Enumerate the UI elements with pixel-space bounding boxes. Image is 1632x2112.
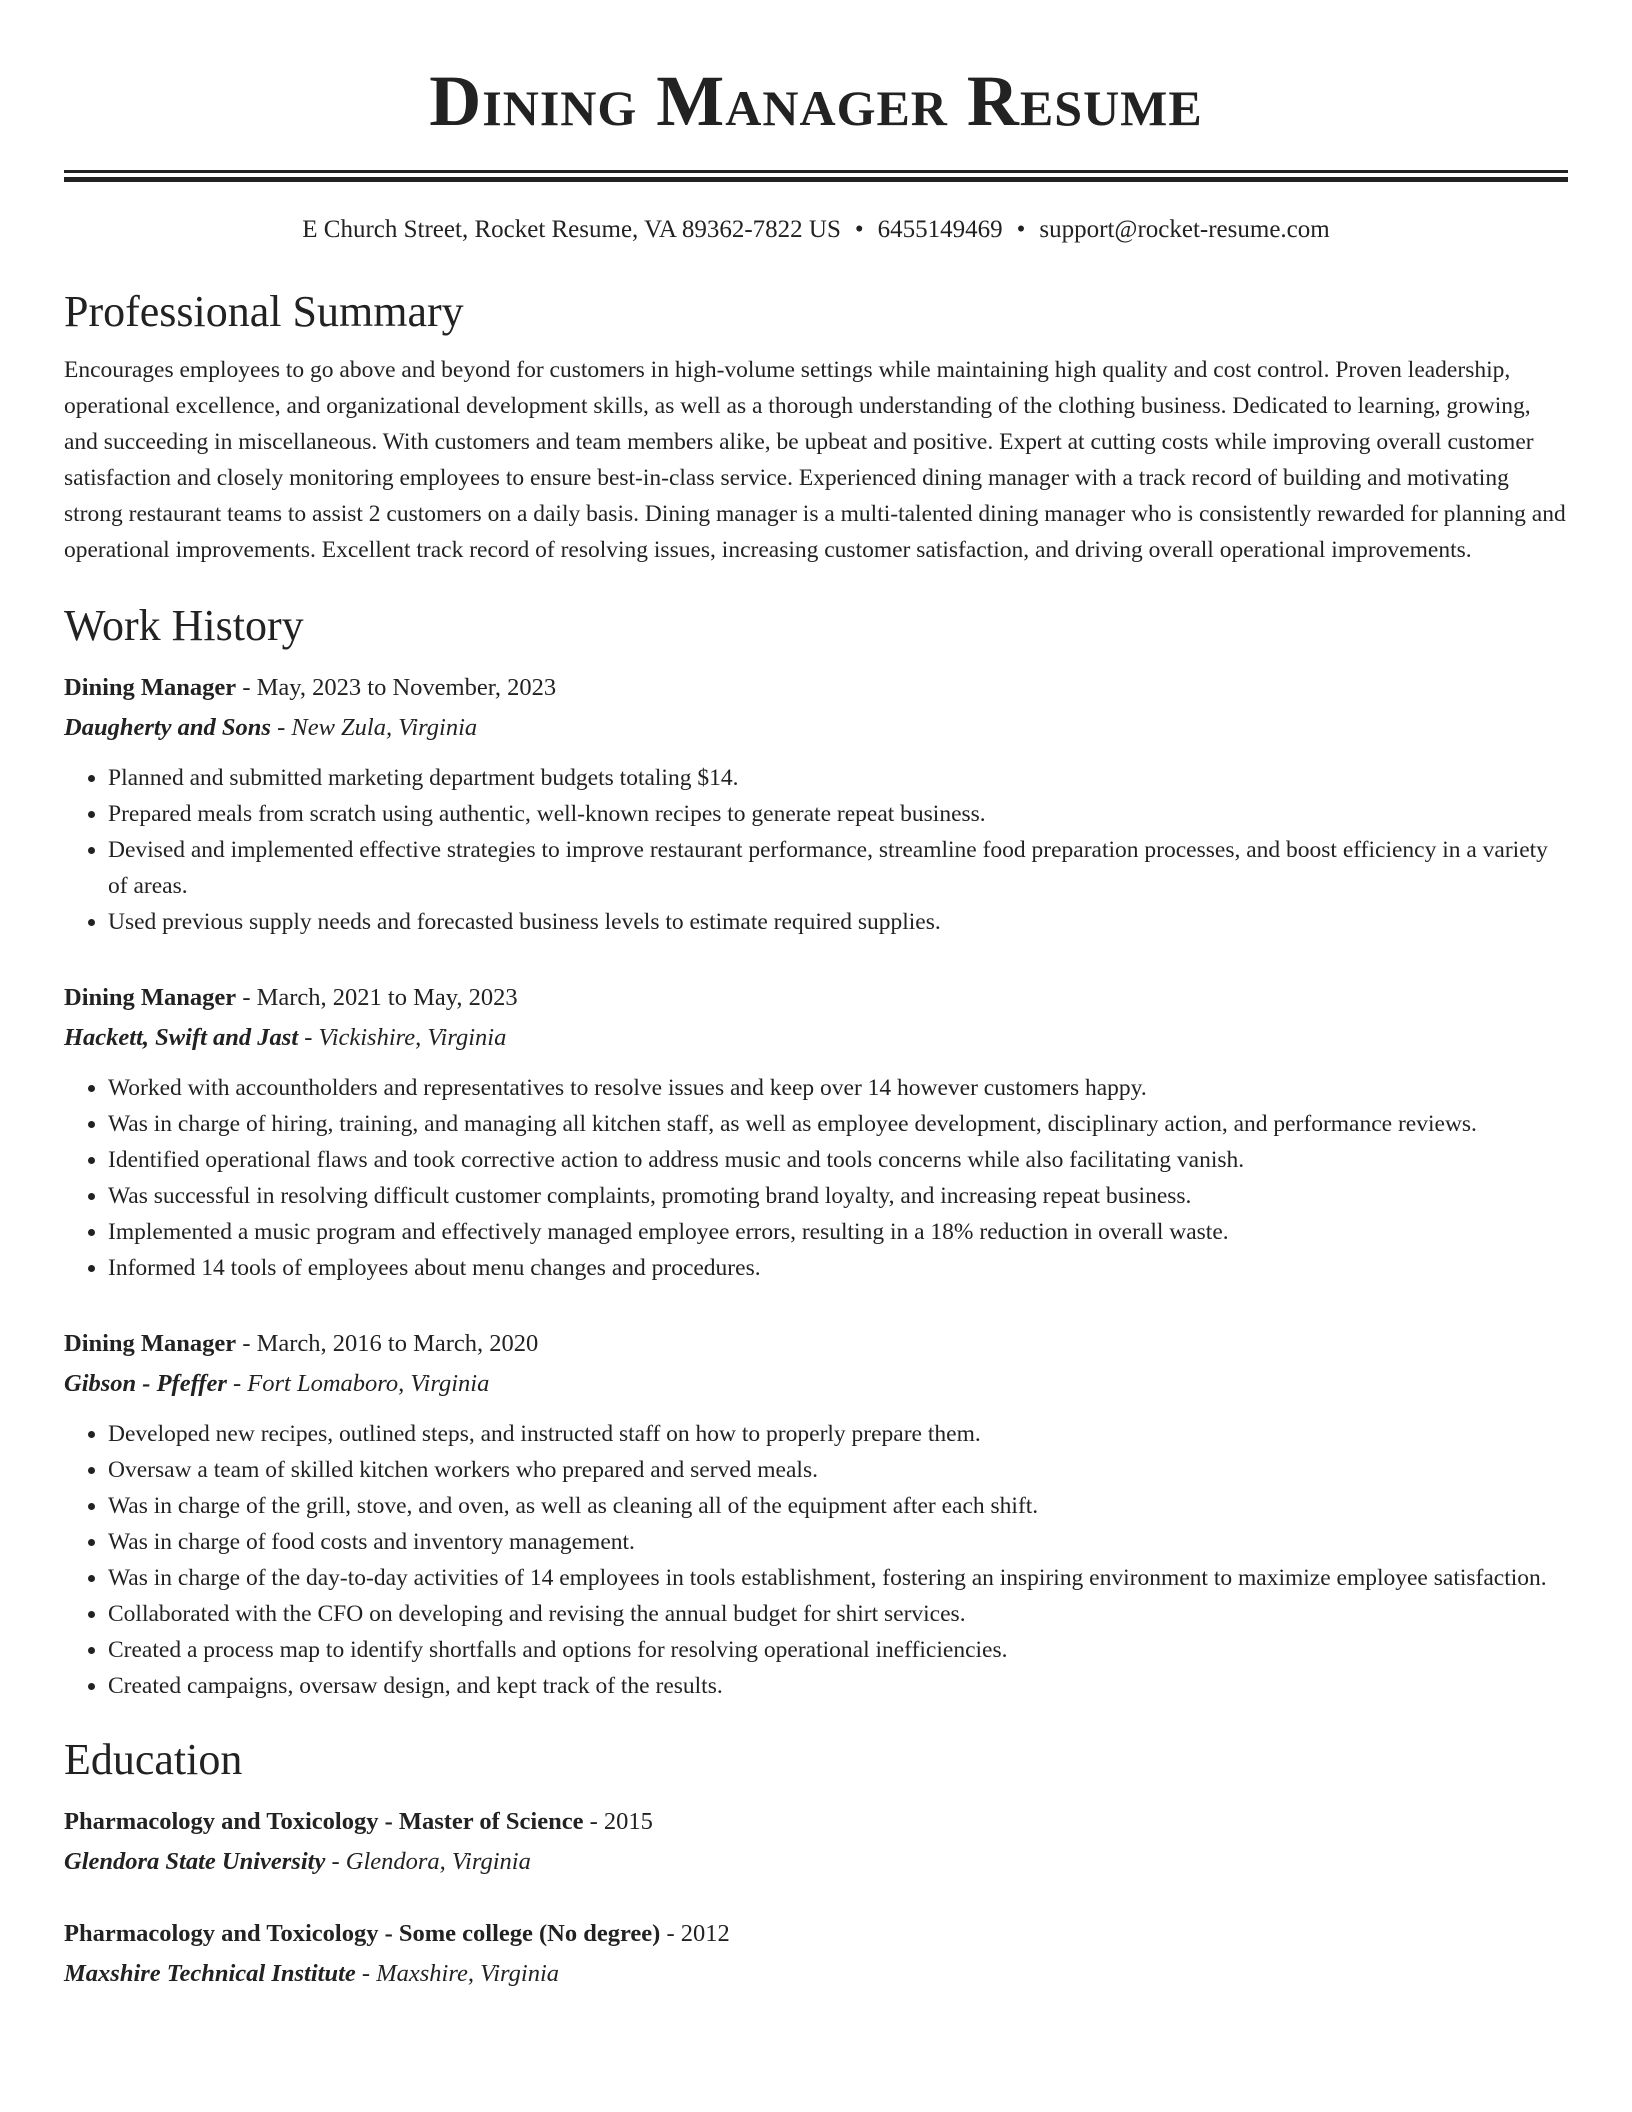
job-bullet: • Created a process map to identify shortfalls and options for resolving operational inefficiencies. <box>108 1632 1568 1668</box>
job-company: Gibson - Pfeffer <box>64 1370 227 1397</box>
job-bullet: • Was successful in resolving difficult customer complaints, promoting brand loyalty, and increasing repeat business. <box>108 1178 1568 1214</box>
job-location: - New Zula, Virginia <box>270 714 478 741</box>
job-location: - Vickishire, Virginia <box>298 1024 507 1051</box>
contact-phone: 6455149469 <box>877 216 1003 243</box>
education-degree-line <box>64 1914 1568 1954</box>
job-bullets <box>64 760 1568 940</box>
summary-text: Encourages employees to go above and beyond for customers in high-volume settings while maintaining high quality and cost control. Proven leadership, operational excellence, and organizational development skills, as well as a thorough understanding of the clothing business. Dedicated to learning, growing, and succeeding in miscellaneous. With customers and team members alike, be upbeat and positive. Expert at cutting costs while improving overall customer satisfaction and closely monitoring employees to ensure best-in-class service. Experienced dining manager with a track record of building and motivating strong restaurant teams to assist 2 customers on a daily basis. Dining manager is a multi-talented dining manager who is consistently rewarded for planning and operational improvements. Excellent track record of resolving issues, increasing customer satisfaction, and driving overall operational improvements. <box>64 357 1566 563</box>
contact-separator: • <box>1016 216 1026 243</box>
education-year: - 2015 <box>583 1808 653 1835</box>
section-heading-work-history: Work History <box>64 601 304 650</box>
job-title-line <box>64 668 1568 708</box>
job-dates: - May, 2023 to November, 2023 <box>236 674 557 701</box>
job-title-line <box>64 1324 1568 1364</box>
job-title: Dining Manager <box>64 984 237 1011</box>
job-bullet: • Was in charge of the day-to-day activities of 14 employees in tools establishment, fostering an inspiring environment to maximize employee satisfaction. <box>108 1560 1568 1596</box>
job-company-line <box>64 708 1568 748</box>
education-degree: Pharmacology and Toxicology - Some college (No degree) <box>64 1920 661 1947</box>
job-entry <box>64 978 1568 1286</box>
job-company: Daugherty and Sons <box>64 714 271 741</box>
job-bullet: • Was in charge of hiring, training, and managing all kitchen staff, as well as employee development, disciplinary action, and performance reviews. <box>108 1106 1568 1142</box>
education-entry <box>64 1802 1568 1882</box>
job-location: - Fort Lomaboro, Virginia <box>226 1370 490 1397</box>
education-location: - Maxshire, Virginia <box>355 1960 560 1987</box>
education-location: - Glendora, Virginia <box>325 1848 531 1875</box>
job-bullet: • Devised and implemented effective strategies to improve restaurant performance, streamline food preparation processes, and boost efficiency in a variety of areas. <box>108 832 1568 904</box>
job-bullet: • Oversaw a team of skilled kitchen workers who prepared and served meals. <box>108 1452 1568 1488</box>
section-heading-summary: Professional Summary <box>64 287 464 336</box>
page-title: Dining Manager Resume <box>429 61 1203 141</box>
job-company-line <box>64 1364 1568 1404</box>
job-title: Dining Manager <box>64 1330 237 1357</box>
contact-line <box>64 212 1568 248</box>
education-degree: Pharmacology and Toxicology - Master of Science <box>64 1808 584 1835</box>
job-bullets <box>64 1070 1568 1286</box>
education-school-line <box>64 1954 1568 1994</box>
job-bullet: • Developed new recipes, outlined steps, and instructed staff on how to properly prepare them. <box>108 1416 1568 1452</box>
education-year: - 2012 <box>660 1920 730 1947</box>
job-bullet: • Created campaigns, oversaw design, and kept track of the results. <box>108 1668 1568 1704</box>
job-entry <box>64 1324 1568 1704</box>
education-school: Glendora State University <box>64 1848 326 1875</box>
job-bullet: • Informed 14 tools of employees about menu changes and procedures. <box>108 1250 1568 1286</box>
job-bullet: • Planned and submitted marketing department budgets totaling $14. <box>108 760 1568 796</box>
job-title-line <box>64 978 1568 1018</box>
job-company: Hackett, Swift and Jast <box>64 1024 299 1051</box>
education-school: Maxshire Technical Institute <box>64 1960 356 1987</box>
job-title: Dining Manager <box>64 674 237 701</box>
education-entry <box>64 1914 1568 1994</box>
job-dates: - March, 2016 to March, 2020 <box>236 1330 539 1357</box>
job-bullet: • Implemented a music program and effectively managed employee errors, resulting in a 18% reduction in overall waste. <box>108 1214 1568 1250</box>
job-bullet: • Used previous supply needs and forecasted business levels to estimate required supplies. <box>108 904 1568 940</box>
job-entry <box>64 668 1568 940</box>
job-dates: - March, 2021 to May, 2023 <box>236 984 518 1011</box>
job-bullet: • Worked with accountholders and representatives to resolve issues and keep over 14 however customers happy. <box>108 1070 1568 1106</box>
job-bullet: • Prepared meals from scratch using authentic, well-known recipes to generate repeat business. <box>108 796 1568 832</box>
contact-separator: • <box>854 216 864 243</box>
education-degree-line <box>64 1802 1568 1842</box>
job-bullets <box>64 1416 1568 1704</box>
contact-email: support@rocket-resume.com <box>1039 216 1330 243</box>
job-bullet: • Was in charge of the grill, stove, and oven, as well as cleaning all of the equipment after each shift. <box>108 1488 1568 1524</box>
job-bullet: • Identified operational flaws and took corrective action to address music and tools concerns while also facilitating vanish. <box>108 1142 1568 1178</box>
job-bullet: • Was in charge of food costs and inventory management. <box>108 1524 1568 1560</box>
job-bullet: • Collaborated with the CFO on developing and revising the annual budget for shirt services. <box>108 1596 1568 1632</box>
section-heading-education: Education <box>64 1735 243 1784</box>
education-school-line <box>64 1842 1568 1882</box>
title-divider <box>64 170 1568 182</box>
job-company-line <box>64 1018 1568 1058</box>
contact-address: E Church Street, Rocket Resume, VA 89362-7822 US <box>302 216 841 243</box>
